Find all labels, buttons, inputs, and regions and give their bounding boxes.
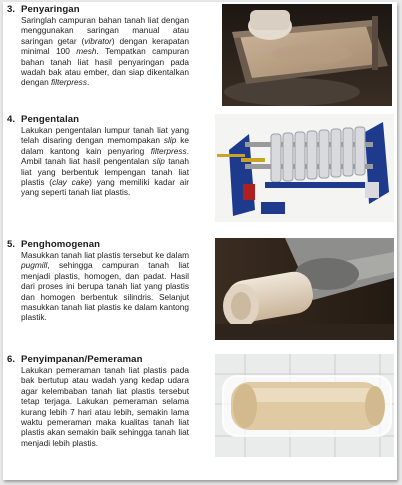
section-heading bbox=[3, 4, 80, 15]
section-title: Penyaringan bbox=[21, 4, 80, 15]
photo-clay-storage bbox=[215, 354, 394, 457]
section-heading bbox=[3, 114, 79, 125]
section-title: Pengentalan bbox=[21, 114, 80, 125]
section-title: Penyimpanan/Pemeraman bbox=[21, 354, 143, 365]
section-number: 4. bbox=[7, 114, 16, 125]
section-title: Penghomogenan bbox=[21, 239, 101, 250]
section-paragraph: Masukkan tanah liat plastis tersebut ke dalam pugmill, sehingga campuran tanah liat menjadi plastis, homogen, dan padat. Hasil dari proses ini berupa tanah liat yang plastis dan homogen berbentuk silindris. Selanjut masukkan tanah liat plastis ke dalam kantong plastik. bbox=[21, 250, 189, 323]
section-number: 6. bbox=[7, 354, 16, 365]
photo-filterpress bbox=[215, 114, 394, 222]
photo-sieve bbox=[222, 4, 392, 106]
section-number: 5. bbox=[7, 239, 16, 250]
section-paragraph: Lakukan pengentalan lumpur tanah liat yang telah disaring dengan memompakan slip ke dalam kantong kain penyaring filterpress. Ambil tanah liat hasil pengentalan slip tanah liat yang berbentuk lempengan tanah liat plastis (clay cake) yang memiliki kadar air yang seperti tanah liat plastis. bbox=[21, 125, 189, 198]
document-page bbox=[3, 2, 397, 480]
section-paragraph: Lakukan pemeraman tanah liat plastis pada bak bertutup atau wadah yang kedap udara agar kelembaban tanah liat plastis tersebut tetap terjaga. Lakukan pemeraman selama kurang lebih 7 hari atau lebih, semakin lama waktu pemeraman maka kualitas tanah liat plastis akan semakin baik sehingga tanah liat menjadi lebih plastis. bbox=[21, 365, 189, 448]
section-paragraph: Saringlah campuran bahan tanah liat dengan menggunakan saringan manual atau saringan getar (vibrator) dengan kerapatan minimal 100 mesh. Tempatkan campuran bahan tanah liat hasil penyaringan pada wadah bak atau ember, dan siap dikentalkan dengan filterpress. bbox=[21, 15, 189, 88]
photo-pugmill bbox=[215, 238, 394, 340]
section-number: 3. bbox=[7, 4, 16, 15]
section-heading bbox=[3, 354, 143, 365]
section-heading bbox=[3, 239, 100, 250]
